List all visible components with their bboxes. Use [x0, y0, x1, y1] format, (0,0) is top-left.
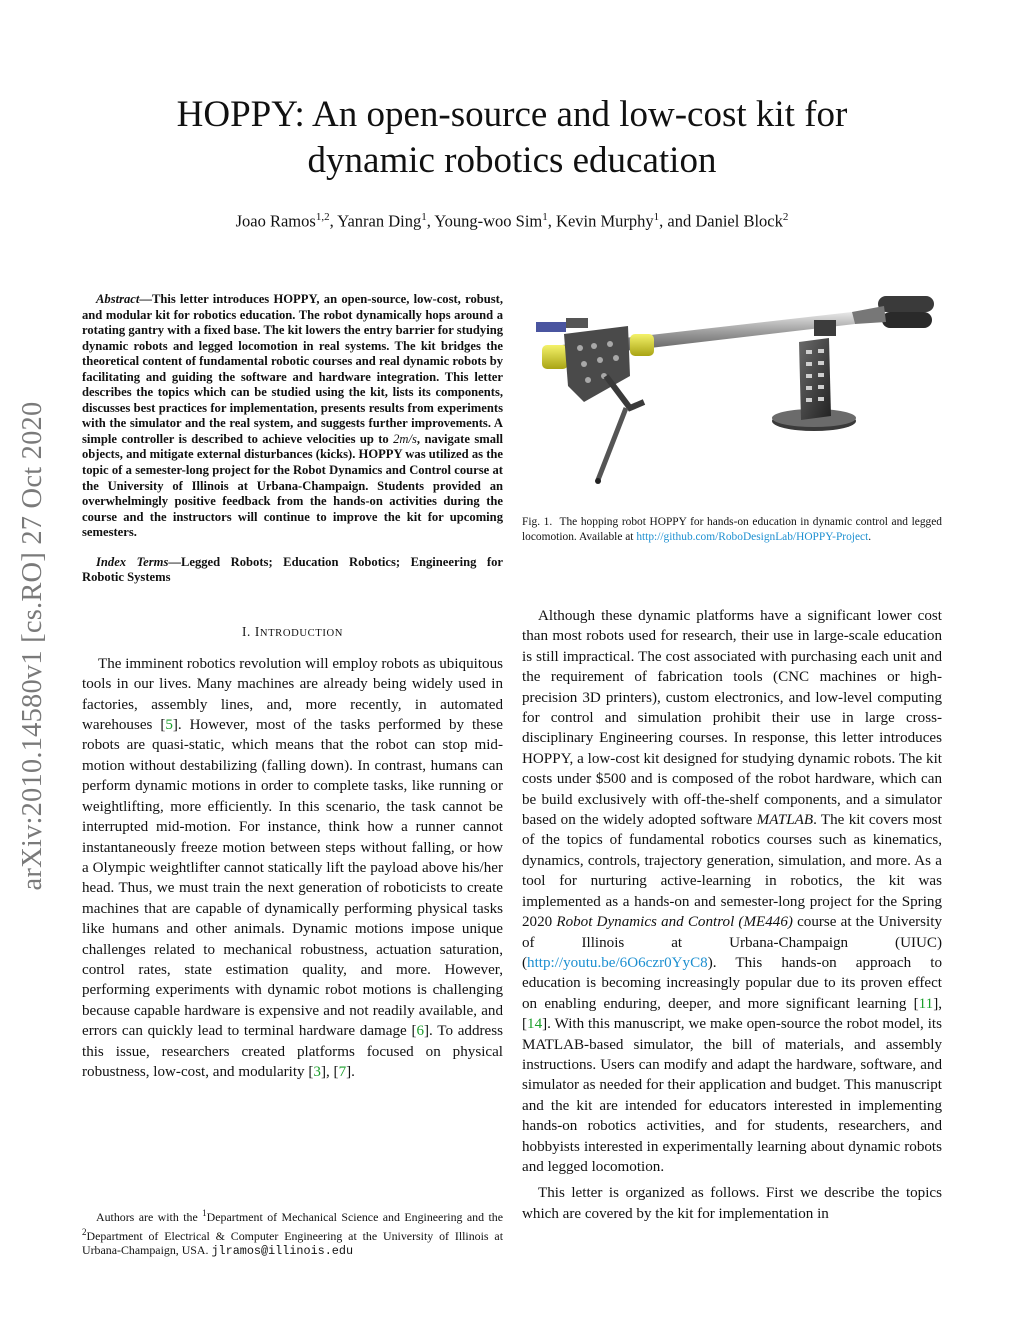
- author-name: Yanran Ding: [337, 211, 422, 231]
- counterweight: [882, 312, 932, 328]
- author-name: Young-woo Sim: [434, 211, 543, 231]
- caption-text: The hopping robot HOPPY for hands-on education in dynamic control and legged locomotion. Available at: [522, 516, 943, 543]
- author-separator: , and: [659, 211, 696, 231]
- knee-motor: [630, 334, 654, 356]
- title-line-1: HOPPY: An open-source and low-cost kit for: [176, 94, 848, 135]
- robot-illustration: [522, 290, 942, 500]
- text-run: ]. However, most of the tasks performed by these robots are quasi-static, which means that the robot can stop mid-motion without destabilizing (falling down). In contrast, humans can perform dynamic motions in order to complete tasks, like running or weightlifting, more efficiently. In this scenario, the task cannot be interrupted mid-motion. For instance, think how a runner cannot instantaneously freeze motion between steps without falling, or how a Olympic weightlifter cannot statically lift the payload above his/her head. Thus, we must train the next generation of roboticists to create machines that are capable of dynamically performing physical tasks like humans and other animals. Dynamic motions impose unique challenges related to mechanical robustness, actuation saturation, control rates, state estimation quality, and more. However, performing experiments with dynamic robot motions is challenging because capable hardware is expensive and not readily available, and errors can quickly lead to terminal hardware damage [: [82, 717, 503, 1040]
- leg-lower: [598, 408, 626, 480]
- author-affiliation: 1,2: [315, 211, 330, 223]
- section-number: I.: [242, 623, 251, 639]
- body-paragraph: [522, 606, 942, 1177]
- intro-paragraph: [82, 654, 503, 1083]
- arxiv-identifier: arXiv:2010.14580v1 [cs.RO] 27 Oct 2020: [17, 401, 48, 891]
- electronics-board: [536, 322, 566, 332]
- body-paragraph: This letter is organized as follows. First we describe the topics which are covered by the kit for implementation in: [522, 1185, 942, 1222]
- author-separator: ,: [329, 211, 338, 231]
- author-footnote: [82, 1206, 503, 1259]
- section-title-initial: I: [254, 623, 260, 639]
- title-line-2: dynamic robotics education: [307, 140, 717, 181]
- github-link[interactable]: http://github.com/RoboDesignLab/HOPPY-Project: [636, 530, 869, 543]
- citation-link[interactable]: 3: [313, 1063, 321, 1080]
- text-run: Department of Mechanical Science and Engineering and the: [206, 1209, 503, 1224]
- index-terms-text: Legged Robots; Education Robotics; Engineering for Robotic Systems: [82, 554, 503, 585]
- paper-title: [110, 92, 914, 184]
- figure-hoppy-robot: [522, 290, 942, 500]
- right-column-text: [522, 606, 942, 1224]
- text-run: . The kit covers most of the topics of fundamental robotics courses such as kinematics, dynamics, controls, trajectory generation, simulation, and more. As a tool for nurturing active-learning in robotics, the kit was implemented as a hands-on and semester-long project for the Spring 2020: [522, 812, 942, 931]
- index-terms-dash: —: [168, 554, 181, 569]
- electronics-board: [566, 318, 588, 328]
- citation-link[interactable]: 11: [918, 995, 934, 1012]
- text-run: Although these dynamic platforms have a significant lower cost than most robots used for research, their use in large-scale education is still impractical. The cost associated with purchasing each unit and the requirement of fabrication tools (CNC machines or high-precision 3D printers), custom electronics, and low-level computing for control and simulation prohibit their use in large cross-disciplinary Engineering courses. In response, this letter introduces HOPPY, a low-cost kit designed for studying dynamic robots. The kit costs under $500 and is composed of the robot hardware, which can be build exclusively with off-the-shelf components, and a simulator based on the widely adopted software: [522, 608, 942, 829]
- citation-link[interactable]: 5: [165, 717, 173, 734]
- leg-upper: [606, 376, 644, 408]
- abstract-dash: —: [139, 292, 152, 306]
- video-link[interactable]: http://youtu.be/6O6czr0YyC8: [527, 954, 708, 971]
- author-name: Daniel Block: [695, 211, 783, 231]
- text-run: ]. With this manuscript, we make open-source the robot model, its MATLAB-based simulator, the bill of materials, and assembly instructions. Users can modify and adapt the hardware, software, and simulator as needed for their application and budget. This manuscript and the kit are intended for educators interested in implementing hands-on robotics activities, and for students, researchers, and hobbyists interested in experimentally learning about dynamic robots and legged locomotion.: [522, 1016, 942, 1175]
- software-name: MATLAB: [756, 812, 814, 829]
- abstract-text: This letter introduces HOPPY, an open-source, low-cost, robust, and modular kit for robotics education. The robot dynamically hops around a rotating gantry with a fixed base. The kit lowers the entry barrier for studying dynamic robots and legged locomotion in real systems. The kit bridges the theoretical content of fundamental robotic courses and real dynamic robots by facilitating and guiding the software and hardware integration. This letter describes the topics which can be studied using the kit, lists its components, discusses best practices for implementation, presents results from experiments with the simulator and the real system, and suggests further improvements. A simple controller is described to achieve velocities up to: [82, 292, 503, 446]
- hip-motor: [542, 345, 568, 369]
- gantry-tower: [799, 338, 831, 420]
- text-run: .: [868, 530, 872, 543]
- abstract: [82, 292, 503, 541]
- citation-link[interactable]: 14: [527, 1016, 543, 1033]
- text-run: ].: [346, 1063, 355, 1080]
- footnote-sup: 2: [82, 1226, 87, 1237]
- course-name: Robot Dynamics and Control (ME446): [556, 914, 793, 931]
- text-run: Department of Electrical & Computer Engineering at the University of Illinois at Urbana-Champaign, USA.: [82, 1228, 503, 1258]
- author-affiliation: 1: [421, 211, 427, 223]
- text-run: Authors are with the: [96, 1209, 203, 1224]
- author-name: Kevin Murphy: [556, 211, 654, 231]
- boom-extension: [852, 306, 886, 324]
- foot: [595, 478, 601, 484]
- author-email[interactable]: jlramos@illinois.edu: [211, 1244, 354, 1259]
- abstract-label: Abstract: [96, 292, 140, 306]
- section-heading-introduction: [82, 624, 503, 640]
- author-separator: ,: [547, 211, 557, 231]
- boom-pivot: [814, 320, 836, 336]
- citation-link[interactable]: 7: [338, 1063, 347, 1080]
- caption-label: Fig. 1.: [522, 516, 553, 528]
- text-run: ], [: [320, 1063, 339, 1080]
- text-run: course at the University of Illinois at Urbana-Champaign (UIUC) (: [522, 914, 942, 971]
- counterweight: [878, 296, 934, 312]
- index-terms-label: Index Terms: [96, 554, 169, 569]
- section-title-rest: NTRODUCTION: [259, 627, 343, 639]
- text-run: ). This hands-on approach to education is becoming increasingly popular due to its proven effect on enabling enduring, deeper, and more significant learning [: [522, 954, 942, 1012]
- abstract-math: 2m/s: [393, 431, 417, 446]
- text-run: The imminent robotics revolution will employ robots as ubiquitous tools in our lives. Many machines are already being widely used in factories, assembly lines, and, more recently, in automated warehouses [: [82, 655, 503, 734]
- index-terms: [82, 555, 503, 586]
- left-column-front-matter: [82, 292, 503, 1082]
- author-name: Joao Ramos: [235, 211, 316, 231]
- citation-link[interactable]: 6: [416, 1023, 425, 1040]
- author-affiliation: 1: [653, 211, 660, 223]
- figure-caption: [522, 515, 942, 544]
- text-run: ]. To address this issue, researchers created platforms focused on physical robustness, low-cost, and modularity [: [82, 1023, 503, 1080]
- author-separator: ,: [426, 211, 435, 231]
- footnote-sup: 1: [202, 1208, 207, 1218]
- text-run: ], [: [522, 995, 942, 1033]
- author-list: [110, 206, 914, 233]
- author-affiliation: 2: [782, 211, 789, 223]
- abstract-text: , navigate small objects, and mitigate external disturbances (kicks). HOPPY was utilized as the topic of a semester-long project for the Robot Dynamics and Control course at the University of Illinois at Urbana-Champaign. Students provided an overwhelmingly positive feedback from the hands-on activities during the course and the instructors will continue to improve the kit for upcoming semesters.: [82, 431, 503, 540]
- author-affiliation: 1: [542, 211, 548, 223]
